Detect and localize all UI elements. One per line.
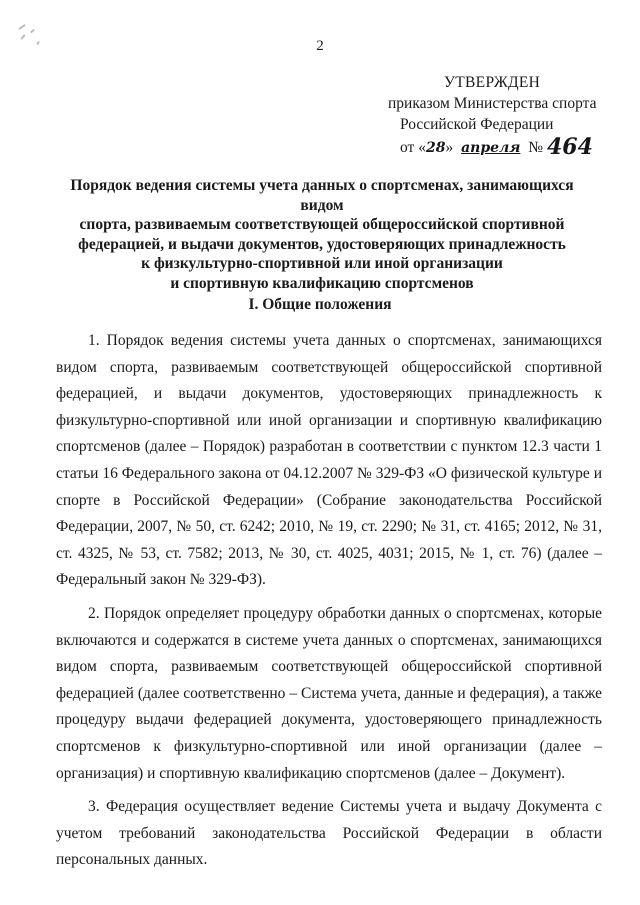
handwritten-month: апреля <box>461 140 521 156</box>
date-prefix: от « <box>400 139 426 156</box>
document-body <box>56 328 602 881</box>
approved-label: УТВЕРЖДЕН <box>444 74 541 91</box>
number-sign: № <box>528 139 544 156</box>
title-line: Порядок ведения системы учета данных о спортсменах, занимающихся видом <box>70 177 574 214</box>
paragraph-2: 2. Порядок определяет процедуру обработки данных о спортсменах, которые включаются и содержатся в системе учета данных о спортсменах, занимающихся видом спорта, развиваемым соответствующей общероссийской спортивной федерацией (далее соответственно – Система учета, данные и федерация), а также процедуру выдачи федерацией документа, удостоверяющего принадлежность спортсменов к физкультурно-спортивной или иной организации (далее – организация) и спортивную квалификацию спортсменов (далее – Документ). <box>56 604 602 782</box>
title-line: федерацией, и выдачи документов, удостоверяющих принадлежность <box>78 235 566 253</box>
title-line: и спортивную квалификацию спортсменов <box>170 274 474 292</box>
approval-line-federation: Российской Федерации <box>400 116 554 133</box>
date-close-quote: » <box>445 139 454 156</box>
approval-date-number-line <box>388 135 628 159</box>
page-number: 2 <box>316 38 324 54</box>
section-heading: I. Общие положения <box>248 296 392 313</box>
title-line: спорта, развиваемым соответствующей общероссийской спортивной <box>79 216 565 233</box>
document-title <box>52 176 592 293</box>
approval-line-ministry: приказом Министерства спорта <box>388 95 597 112</box>
handwritten-order-number: 464 <box>546 134 593 160</box>
paragraph-1: 1. Порядок ведения системы учета данных о спортсменах, занимающихся видом спорта, развиваемым соответствующей общероссийской спортивной федерацией, и выдачи документов, удостоверяющих принадлежность к физкультурно-спортивной или иной организации и спортивную квалификацию спортсменов (далее – Порядок) разработан в соответствии с пунктом 12.3 части 1 статьи 16 Федерального закона от 04.12.2007 № 329-ФЗ «О физической культуре и спорте в Российской Федерации» (Собрание законодательства Российской Федерации, 2007, № 50, ст. 6242; 2010, № 19, ст. 2290; № 31, ст. 4165; 2012, № 31, ст. 4325, № 53, ст. 7582; 2013, № 30, ст. 4025, 4031; 2015, № 1, ст. 76) (далее – Федеральный закон № 329-ФЗ). <box>56 332 602 589</box>
approval-stamp-block <box>388 72 628 159</box>
paragraph-3: 3. Федерация осуществляет ведение Системы учета и выдачу Документа с учетом требований законодательства Российской Федерации в области персональных данных. <box>56 798 602 869</box>
handwritten-day: 28 <box>425 140 446 156</box>
title-line: к физкультурно-спортивной или иной организации <box>141 255 503 272</box>
